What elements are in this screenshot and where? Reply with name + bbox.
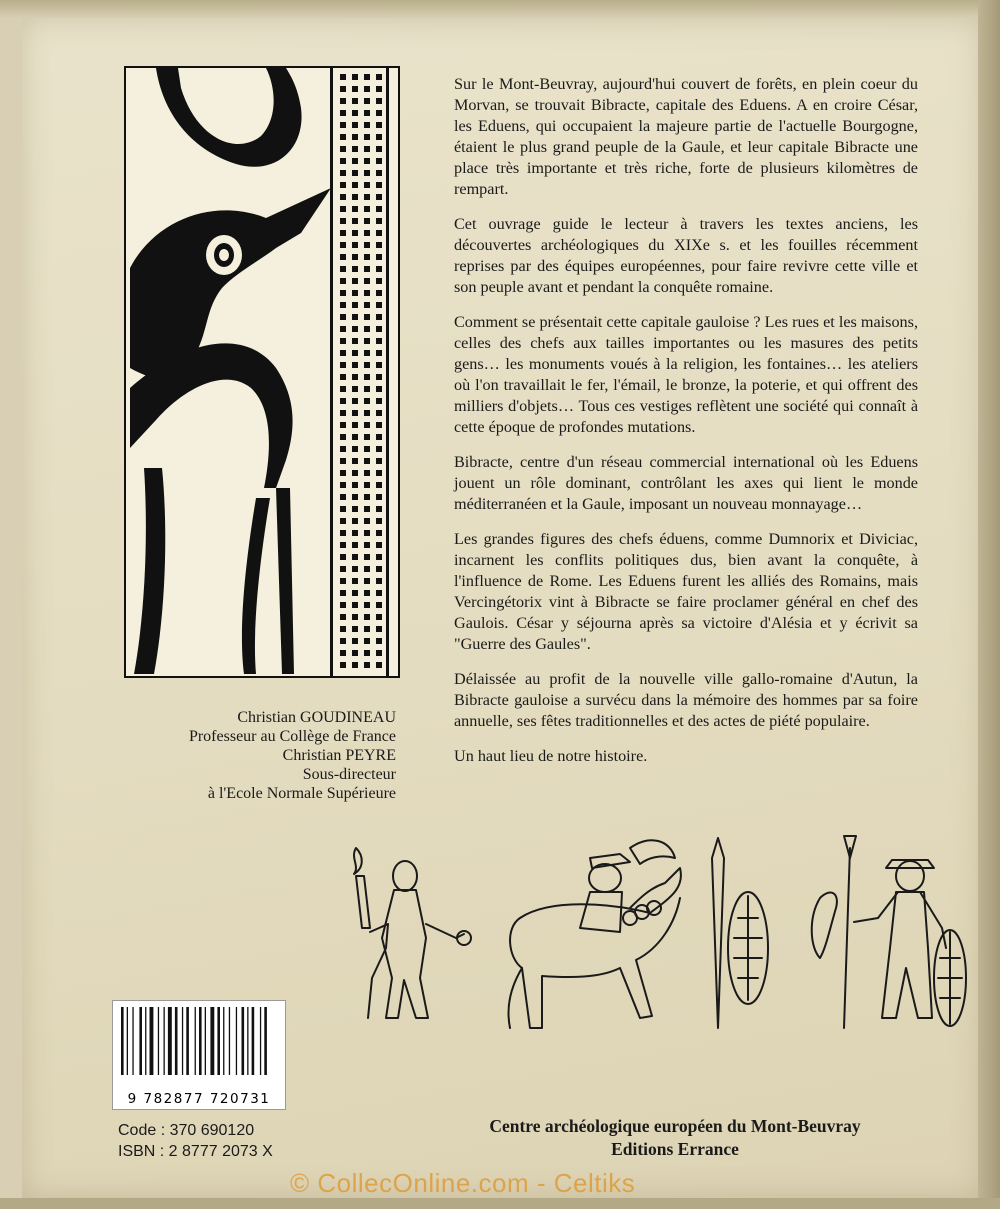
authors-block — [120, 708, 396, 803]
watermark: © CollecOnline.com - Celtiks — [290, 1168, 636, 1198]
barcode-bars — [113, 1001, 285, 1081]
product-code: Code : 370 690120 — [118, 1122, 255, 1139]
torch-flame — [354, 848, 362, 874]
paragraph-1: Sur le Mont-Beuvray, aujourd'hui couvert de forêts, en plein coeur du Morvan, se trouvait Bibracte, capitale des Eduens. A en croire César, les Eduens, qui occupaient la majeure partie de l'actuelle Bourgogne, étaient le plus grand peuple de la Gaule, et leur capitale Bibracte une place très importante et très riche, forte de plusieurs kilomètres de rempart. — [454, 75, 918, 198]
isbn: ISBN : 2 8777 2073 X — [118, 1143, 273, 1160]
description-text — [454, 74, 918, 781]
paragraph-2: Cet ouvrage guide le lecteur à travers les textes anciens, les découvertes archéologiques du XIXe s. et les fouilles récemment reprises par des équipes européennes, pour faire revivre cette ville et son peuple avant et pendant la conquête romaine. — [454, 215, 918, 296]
author-1-title: Professeur au Collège de France — [188, 728, 396, 745]
book-codes — [118, 1120, 273, 1162]
author-1-name: Christian GOUDINEAU — [237, 709, 396, 726]
stylized-animal-motif — [126, 68, 398, 676]
publisher-block — [430, 1115, 920, 1161]
author-2-title-line-1: Sous-directeur — [302, 766, 396, 783]
paragraph-6: Délaissée au profit de la nouvelle ville gallo-romaine d'Autun, la Bibracte gauloise a survécu dans la mémoire des hommes par sa foire annuelle, ses fêtes traditionnelles et des actes de piété populaire. — [454, 670, 918, 730]
author-2-name: Christian PEYRE — [282, 747, 396, 764]
paragraph-5: Les grandes figures des chefs éduens, comme Dumnorix et Diviciac, incarnent les conflits politiques dus, bien avant la conquête, à l'influence de Rome. Les Eduens furent les alliés des Romains, mais Vercingétorix vint à Bibracte se faire proclamer général en chef des Gaulois. César y séjourna après sa victoire d'Alésia et y écrivit sa "Guerre des Gaules". — [454, 530, 918, 653]
paragraph-7: Un haut lieu de notre histoire. — [454, 747, 648, 765]
author-2-title-line-2: à l'Ecole Normale Supérieure — [207, 785, 396, 802]
book-spine-edge — [978, 0, 1000, 1209]
paragraph-4: Bibracte, centre d'un réseau commercial international où les Eduens jouent un rôle dominant, contrôlant les axes qui lient le monde méditerranéen et la Gaule, imposant un nouveau monnayage… — [454, 453, 918, 513]
cover-bottom-edge — [0, 1198, 1000, 1209]
barcode-number: 9 782877 720731 — [127, 1091, 271, 1107]
celtic-ornament-illustration — [124, 66, 400, 678]
publisher-line-2: Editions Errance — [611, 1139, 739, 1159]
paragraph-3: Comment se présentait cette capitale gauloise ? Les rues et les maisons, celles des chefs aux tailles importantes ou les masures des petits gens… les monuments voués à la religion, les fontaines… les ateliers où l'on travaillait le fer, l'émail, le bronze, la poterie, et qui offrent des milliers d'objets… Tous ces vestiges reflètent une société qui connaît à cette époque de profondes mutations. — [454, 313, 918, 436]
barcode — [112, 1000, 286, 1110]
gallic-warriors-illustration — [330, 828, 970, 1038]
cover-top-edge — [0, 0, 1000, 18]
publisher-line-1: Centre archéologique européen du Mont-Beuvray — [489, 1116, 861, 1136]
